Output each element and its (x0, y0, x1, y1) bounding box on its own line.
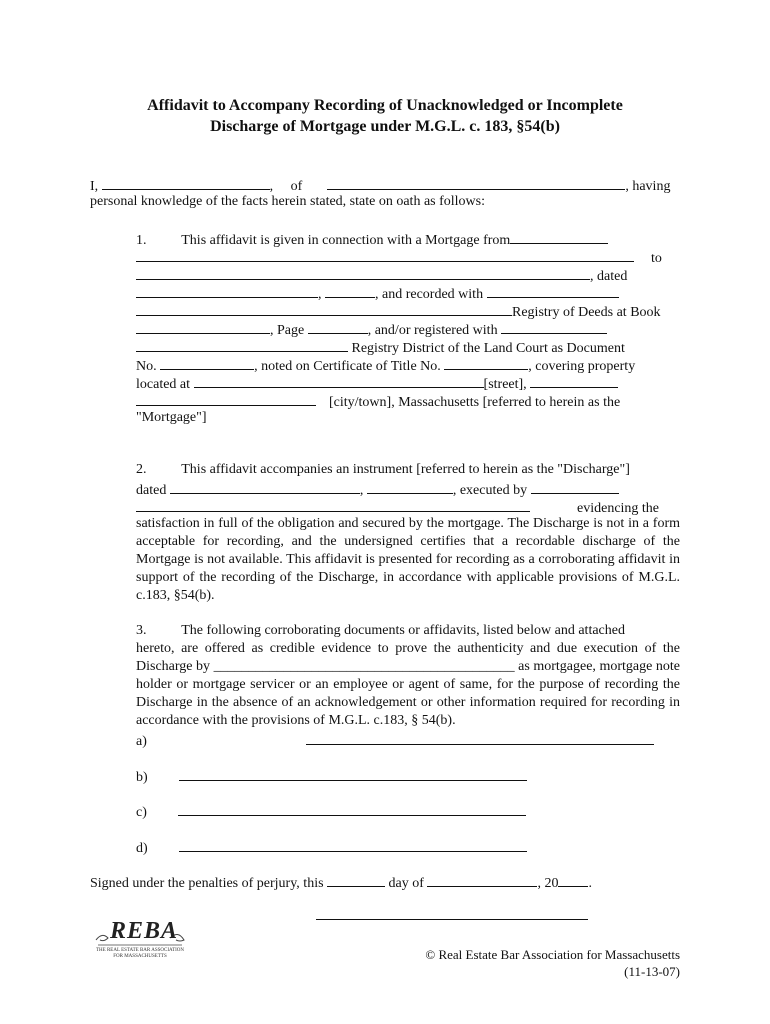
section1-page: , Page (270, 323, 305, 338)
item-d-label: d) (136, 841, 148, 856)
logo-sub-2: FOR MASSACHUSETTS (113, 954, 167, 959)
section1-registry-deeds: Registry of Deeds at Book (512, 305, 661, 320)
section1-line-11: "Mortgage"] (136, 410, 207, 425)
section1-line-4: , , and recorded with (136, 283, 619, 304)
executed-by-continued-blank[interactable] (136, 497, 530, 512)
page-blank[interactable] (308, 319, 368, 334)
item-d-blank[interactable] (179, 837, 527, 852)
mortgagor-continued-blank[interactable] (136, 247, 634, 262)
section3-lead: The following corroborating documents or affidavits, listed below and attached (181, 623, 625, 638)
reba-logo (92, 918, 188, 962)
book-blank[interactable] (136, 319, 270, 334)
section2-line-1 (136, 461, 630, 479)
section2-lead: This affidavit accompanies an instrument [referred to herein as the "Discharge"] (181, 462, 630, 477)
logo-subtitle (92, 948, 188, 960)
signature-day-of: day of (388, 876, 424, 891)
item-b-label: b) (136, 770, 148, 785)
land-court-registry-blank[interactable] (501, 319, 607, 334)
intro-line-1: I, , of , having (90, 175, 670, 196)
mortgagee-blank[interactable] (136, 265, 590, 280)
section1-noted: , noted on Certificate of Title No. (254, 359, 441, 374)
section1-street: [street], (483, 377, 527, 392)
section1-land-court: Registry District of the Land Court as Document (348, 341, 625, 356)
section2-body: satisfaction in full of the obligation and secured by the mortgage. The Discharge is not in a form acceptable for recording, and the undersigned certifies that a recordable discharge of the Mortgage is not available. This affidavit is presented for recording as a corroborating affidavit in support of the recording of the Discharge, in accordance with applicable provisions of M.G.L. c.183, §54(b). (136, 516, 680, 603)
item-a-blank[interactable] (306, 730, 654, 745)
logo-word: REBA (110, 918, 179, 944)
section3-body: hereto, are offered as credible evidence to prove the authenticity and due execution of the Discharge by ___________________________________________ as mortgagee, mortgage note holder or mortgage servicer or an employee or agent of same, for the purpose of recording the Discharge in the absence of an acknowledgement or other information required for recording in accordance with the provisions of M.G.L. c.183, § 54(b). (136, 641, 680, 728)
item-b (136, 766, 527, 787)
section1-to: to (651, 251, 662, 266)
section1-no: No. (136, 359, 157, 374)
section2-evidencing: evidencing the (577, 501, 660, 516)
section1-recorded-with: , and recorded with (375, 287, 484, 302)
copyright-text: © Real Estate Bar Association for Massachusetts (425, 947, 680, 962)
intro-i: I, (90, 179, 99, 194)
signature-end: . (588, 876, 592, 891)
signature-signed: Signed under the penalties of perjury, this (90, 876, 324, 891)
section2-line-2: dated , , executed by (136, 479, 619, 500)
affiant-name-blank[interactable] (102, 175, 270, 190)
logo-sub-1: THE REAL ESTATE BAR ASSOCIATION (95, 948, 185, 953)
section1-lead: This affidavit is given in connection with a Mortgage from (181, 233, 511, 248)
item-d (136, 837, 527, 858)
section1-covering: , covering property (528, 359, 636, 374)
section2-executed: , executed by (452, 483, 528, 498)
intro-of: of (290, 179, 303, 194)
revision-date: (11-13-07) (624, 964, 680, 979)
item-c-label: c) (136, 805, 147, 820)
item-c-blank[interactable] (178, 801, 526, 816)
city-continued-blank[interactable] (136, 391, 316, 406)
intro-having: , having (625, 179, 671, 194)
section3-line-1 (136, 622, 625, 640)
section1-city: [city/town], Massachusetts [referred to herein as the (329, 395, 621, 410)
signature-year-prefix: , 20 (537, 876, 559, 891)
discharge-year-blank[interactable] (367, 479, 453, 494)
section1-line-10 (136, 391, 620, 412)
month-blank[interactable] (427, 872, 537, 887)
land-court-district-blank[interactable] (136, 337, 348, 352)
item-a (136, 730, 654, 751)
registry-name-blank[interactable] (136, 301, 512, 316)
item-a-label: a) (136, 734, 147, 749)
signature-blank[interactable] (316, 919, 588, 920)
item-c (136, 801, 526, 822)
intro-line-2: personal knowledge of the facts herein stated, state on oath as follows: (90, 194, 485, 209)
document-title (0, 95, 770, 137)
signature-line (90, 872, 592, 893)
section2-dated: dated (136, 483, 167, 498)
title-line-1: Affidavit to Accompany Recording of Unacknowledged or Incomplete (147, 97, 623, 114)
registry-county-blank[interactable] (487, 283, 619, 298)
copyright-block (425, 946, 680, 980)
street-blank[interactable] (194, 373, 484, 388)
title-line-2: Discharge of Mortgage under M.G.L. c. 183, §54(b) (210, 118, 560, 135)
mortgagor-blank[interactable] (510, 229, 608, 244)
section1-located: located at (136, 377, 191, 392)
discharge-date-blank[interactable] (170, 479, 360, 494)
year-blank[interactable] (558, 872, 588, 887)
certificate-number-blank[interactable] (444, 355, 528, 370)
executed-by-blank[interactable] (531, 479, 619, 494)
section3-number: 3. (136, 623, 147, 638)
section1-number: 1. (136, 233, 147, 248)
day-blank[interactable] (327, 872, 385, 887)
section1-registered-with: , and/or registered with (367, 323, 498, 338)
item-b-blank[interactable] (179, 766, 527, 781)
mortgage-year-blank[interactable] (325, 283, 375, 298)
document-number-blank[interactable] (160, 355, 254, 370)
mortgage-date-blank[interactable] (136, 283, 318, 298)
section2-number: 2. (136, 462, 147, 477)
affiant-address-blank[interactable] (327, 175, 625, 190)
section1-dated: , dated (590, 269, 628, 284)
city-blank[interactable] (530, 373, 618, 388)
